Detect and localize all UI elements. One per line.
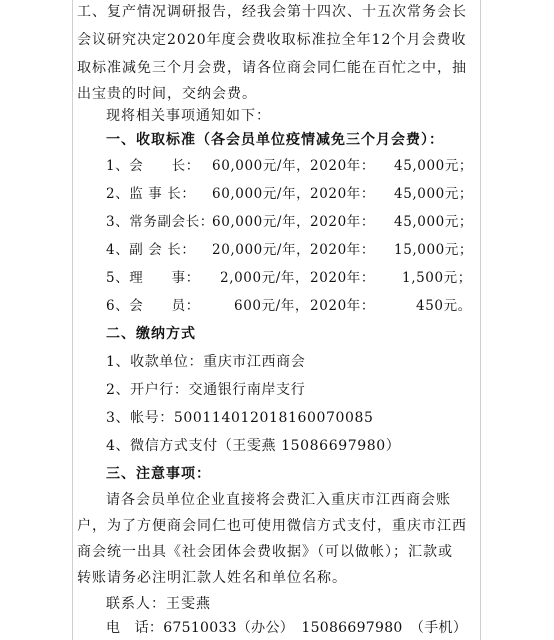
fee-rate: 60,000元/年，	[212, 214, 311, 230]
fee-year: 2020年：	[310, 186, 375, 202]
fee-year: 2020年：	[310, 214, 375, 230]
notice-line: 现将相关事项通知如下：	[106, 108, 271, 124]
fee-rate: 60,000元/年，	[212, 186, 311, 202]
notes-line: 商会统一出具《社会团体会费收据》（可以做帐）；汇款或	[77, 544, 453, 560]
section1-heading: 一、收取标准（各会员单位疫情减免三个月会费）：	[106, 132, 444, 148]
intro-line: 工、复产情况调研报告，经我会第十四次、十五次常务会长	[77, 4, 467, 20]
fee-role: 4、副 会 长：	[106, 242, 196, 258]
fee-role: 6、会 员：	[106, 298, 200, 314]
intro-line: 出宝贵的时间，交纳会费。	[77, 86, 257, 102]
fee-year: 2020年：	[310, 270, 375, 286]
intro-line: 会议研究决定2020年度会费收取标准拉全年12个月会费收	[77, 32, 467, 48]
section2-heading: 二、缴纳方式	[106, 326, 196, 342]
payment-item: 1、收款单位：重庆市江西商会	[106, 354, 306, 370]
notes-line: 户，为了方便商会同仁也可使用微信方式支付，重庆市江西	[77, 518, 467, 534]
fee-rate: 20,000元/年，	[212, 242, 311, 258]
fee-role: 2、监 事 长：	[106, 186, 196, 202]
fee-rate: 600元/年，	[234, 298, 310, 314]
fee-amount: 450元。	[416, 298, 472, 314]
payment-item: 4、微信方式支付（王雯燕 15086697980）	[106, 438, 401, 454]
fee-amount: 15,000元；	[394, 242, 474, 258]
fee-rate: 60,000元/年，	[212, 158, 311, 174]
notes-line: 转账请务必注明汇款人姓名和单位名称。	[77, 570, 347, 586]
fee-year: 2020年：	[310, 158, 375, 174]
fee-rate: 2,000元/年，	[220, 270, 310, 286]
fee-year: 2020年：	[310, 242, 375, 258]
fee-amount: 1,500元；	[402, 270, 472, 286]
contact-person: 联系人：王雯燕	[106, 596, 211, 612]
contact-phone: 电 话：67510033（办公） 15086697980 （手机）	[106, 620, 468, 636]
fee-amount: 45,000元；	[394, 186, 474, 202]
notes-line: 请各会员单位企业直接将会费汇入重庆市江西商会账	[106, 492, 451, 508]
payment-item: 2、开户行：交通银行南岸支行	[106, 382, 306, 398]
fee-year: 2020年：	[310, 298, 375, 314]
intro-line: 取标准减免三个月会费，请各位商会同仁能在百忙之中，抽	[77, 60, 467, 76]
section3-heading: 三、注意事项：	[106, 466, 211, 482]
payment-item: 3、帐号：500114012018160070085	[106, 410, 374, 426]
fee-role: 5、理 事：	[106, 270, 200, 286]
fee-role: 3、常务副会长：	[106, 214, 214, 230]
fee-role: 1、会 长：	[106, 158, 200, 174]
fee-amount: 45,000元；	[394, 214, 474, 230]
right-margin-rule	[480, 0, 481, 640]
left-margin-rule	[72, 0, 73, 640]
fee-amount: 45,000元；	[394, 158, 474, 174]
